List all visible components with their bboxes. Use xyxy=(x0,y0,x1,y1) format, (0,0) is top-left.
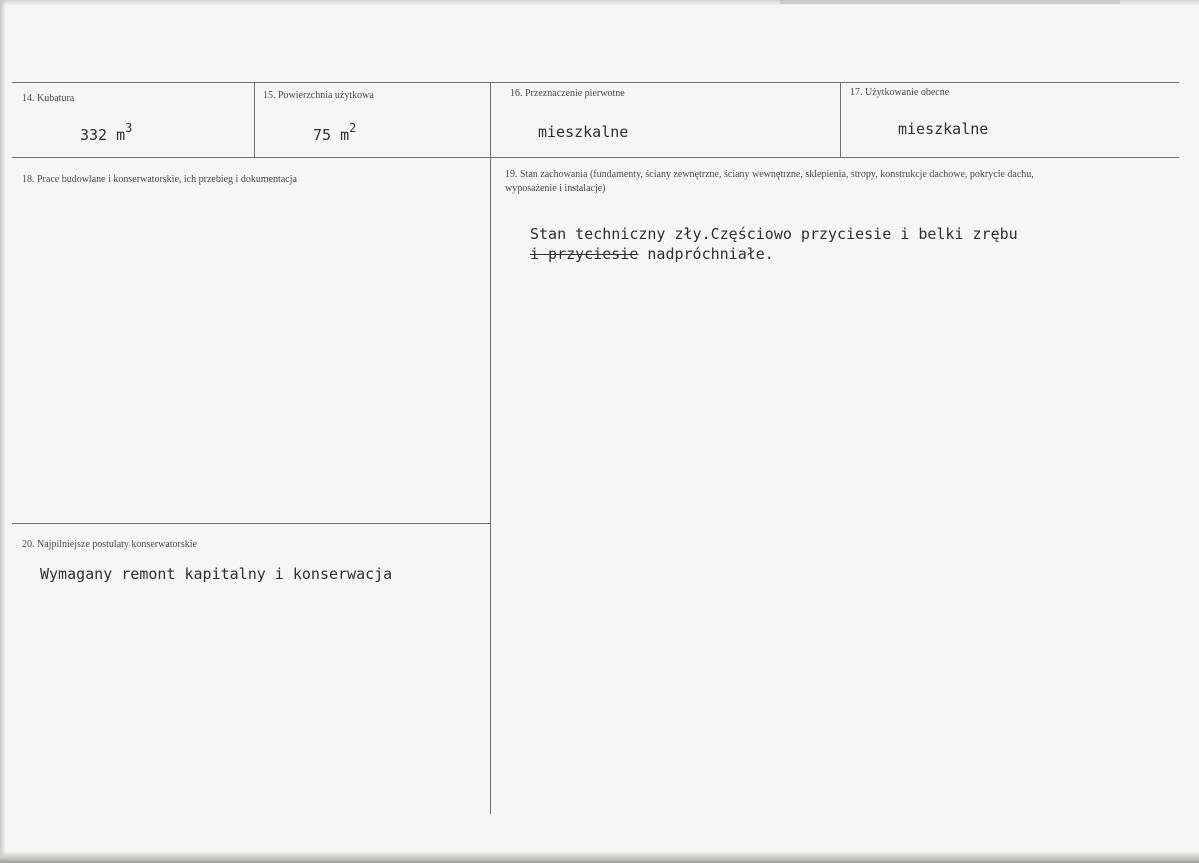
scan-edge-bottom xyxy=(0,851,1199,863)
grid-line-col3 xyxy=(840,82,841,158)
field-17-label: 17. Użytkowanie obecne xyxy=(850,87,950,98)
grid-line-left-split xyxy=(12,523,490,524)
grid-line-top xyxy=(12,82,1179,83)
field-17-value: mieszkalne xyxy=(898,120,989,138)
field-16-value: mieszkalne xyxy=(538,123,629,141)
field-15-value: 75 $m^2$ xyxy=(313,121,357,144)
scan-edge-left xyxy=(0,0,6,863)
grid-line-col1 xyxy=(254,82,255,158)
scan-artifact xyxy=(780,0,1120,4)
field-14-value: 332 $m^3$ xyxy=(80,121,133,144)
field-18-label: 18. Prace budowlane i konserwatorskie, ich przebieg i dokumentacja xyxy=(22,174,297,185)
field-20-label: 20. Najpilniejsze postulaty konserwatorskie xyxy=(22,539,197,550)
field-14-label: 14. Kubatura xyxy=(22,93,75,104)
field-19-label: 19. Stan zachowania (fundamenty, ściany zewnętrzne, ściany wewnętrzne, sklepienia, stropy, konstrukcje dachowe, pokrycie dachu, wyposażenie i instalacje) xyxy=(505,169,1034,194)
field-19-text-line2: i przyciesie nadpróchniałe. xyxy=(530,245,774,263)
field-20-value: Wymagany remont kapitalny i konserwacja xyxy=(40,565,393,583)
grid-line-col2 xyxy=(490,82,491,814)
field-16-label: 16. Przeznaczenie pierwotne xyxy=(510,88,625,99)
field-19-text-line1: Stan techniczny zły.Częściowo przyciesie i belki zrębu xyxy=(530,225,1018,243)
field-15-label: 15. Powierzchnia użytkowa xyxy=(263,90,374,101)
grid-line-row1-bottom xyxy=(12,157,1179,158)
struck-text: i przyciesie xyxy=(530,245,639,263)
